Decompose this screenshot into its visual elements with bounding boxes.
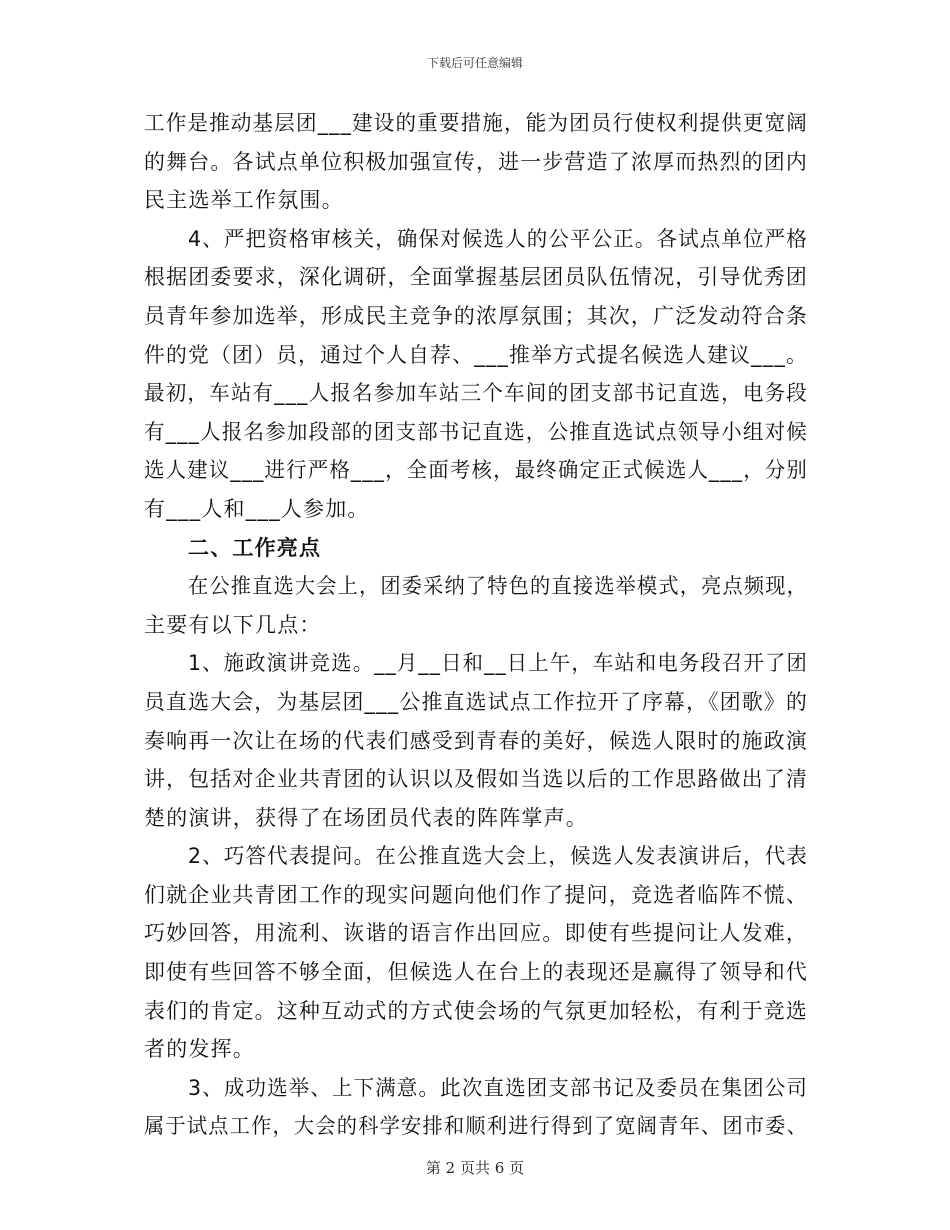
text-line: 根据团委要求，深化调研，全面掌握基层团员队伍情况，引导优秀团 [144, 265, 808, 290]
text-line: 表们的肯定。这种互动式的方式使会场的气氛更加轻松，有利于竞选 [144, 998, 808, 1023]
text-line: 即使有些回答不够全面，但候选人在台上的表现还是赢得了领导和代 [144, 960, 808, 985]
text-line: 主要有以下几点： [144, 612, 322, 637]
text-line: 4、严把资格审核关，确保对候选人的公平公正。各试点单位严格 [188, 226, 808, 251]
text-line: 3、成功选举、上下满意。此次直选团支部书记及委员在集团公司 [188, 1075, 808, 1100]
text-line: 属于试点工作，大会的科学安排和顺利进行得到了宽阔青年、团市委、 [144, 1114, 808, 1139]
text-line: 楚的演讲，获得了在场团员代表的阵阵掌声。 [144, 805, 588, 830]
text-line: 工作是推动基层团___建设的重要措施，能为团员行使权利提供更宽阔 [144, 111, 808, 135]
text-line: 选人建议___进行严格___，全面考核，最终确定正式候选人___，分别 [144, 458, 808, 483]
section-heading: 二、工作亮点 [188, 535, 322, 560]
text-line: 员青年参加选举，形成民主竞争的浓厚氛围；其次，广泛发动符合条 [144, 303, 808, 328]
text-line: 最初，车站有___人报名参加车站三个车间的团支部书记直选，电务段 [144, 381, 808, 406]
text-line: 巧妙回答，用流利、诙谐的语言作出回应。即使有些提问让人发难， [144, 921, 808, 946]
text-line: 者的发挥。 [144, 1037, 255, 1062]
text-line: 讲，包括对企业共青团的认识以及假如当选以后的工作思路做出了清 [144, 767, 808, 792]
text-line: 2、巧答代表提问。在公推直选大会上，候选人发表演讲后，代表 [188, 844, 808, 869]
document-body [144, 104, 808, 1146]
text-line: 奏响再一次让在场的代表们感受到青春的美好，候选人限时的施政演 [144, 728, 808, 753]
text-line: 在公推直选大会上，团委采纳了特色的直接选举模式，亮点频现， [188, 574, 808, 599]
text-line: 民主选举工作氛围。 [144, 188, 344, 213]
page-header: 下载后可任意编辑 [426, 56, 523, 70]
text-line: 件的党（团）员，通过个人自荐、___推举方式提名候选人建议___。 [144, 342, 808, 367]
text-line: 员直选大会，为基层团___公推直选试点工作拉开了序幕，《团歌》的 [144, 689, 808, 714]
text-line: 的舞台。各试点单位积极加强宣传，进一步营造了浓厚而热烈的团内 [144, 149, 808, 174]
text-line: 有___人报名参加段部的团支部书记直选，公推直选试点领导小组对候 [144, 419, 808, 444]
text-line: 们就企业共青团工作的现实问题向他们作了提问，竞选者临阵不慌、 [144, 882, 808, 907]
text-line: 1、施政演讲竞选。__月__日和__日上午，车站和电务段召开了团 [188, 651, 808, 676]
page-footer: 第 2 页共 6 页 [425, 1159, 525, 1177]
text-line: 有___人和___人参加。 [144, 496, 370, 521]
